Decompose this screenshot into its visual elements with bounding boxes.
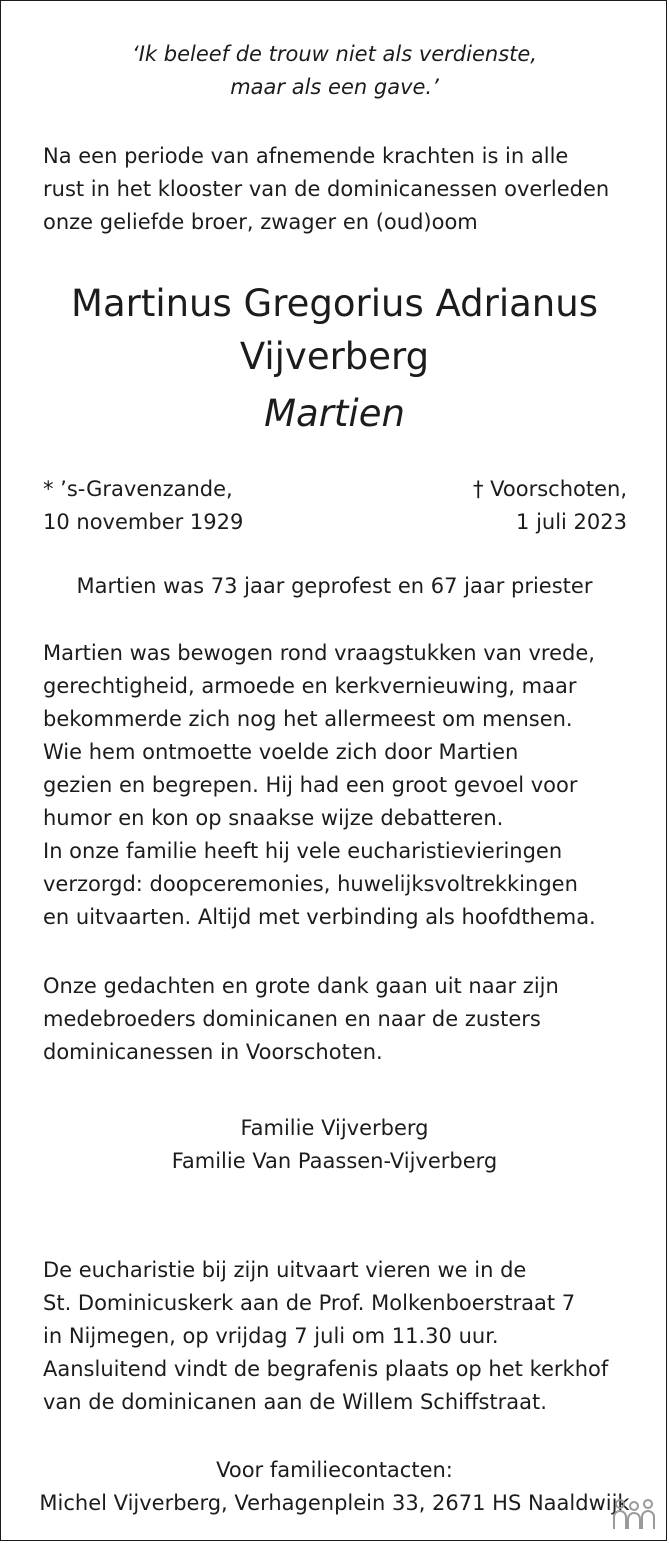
quote-line: maar als een gave.’ — [230, 75, 439, 99]
birth-place: * ’s-Gravenzande, — [43, 477, 233, 501]
contact-block — [0, 1454, 669, 1520]
thanks-line: dominicanessen in Voorschoten. — [43, 1040, 383, 1064]
contact-heading: Voor familiecontacten: — [216, 1458, 453, 1482]
intro-line: Na een periode van afnemende krachten is in alle — [43, 144, 569, 168]
biography-paragraph — [43, 637, 643, 934]
intro-line: rust in het klooster van de dominicanessen overleden — [43, 177, 610, 201]
service-line: in Nijmegen, op vrijdag 7 juli om 11.30 uur. — [43, 1324, 499, 1348]
thanks-line: medebroeders dominicanen en naar de zusters — [43, 1007, 541, 1031]
intro-line: onze geliefde broer, zwager en (oud)oom — [43, 210, 478, 234]
biography-line: gerechtigheid, armoede en kerkvernieuwing, maar — [43, 674, 577, 698]
contact-address: Michel Vijverberg, Verhagenplein 33, 2671 HS Naaldwijk — [39, 1491, 630, 1515]
death-place: † Voorschoten, — [472, 477, 627, 501]
family-signature — [0, 1112, 669, 1178]
biography-line: In onze familie heeft hij vele eucharistievieringen — [43, 839, 563, 863]
full-name-line-2: Vijverberg — [239, 335, 430, 378]
biography-line: bekommerde zich nog het allermeest om mensen. — [43, 707, 573, 731]
biography-line: verzorgd: doopceremonies, huwelijksvoltrekkingen — [43, 872, 578, 896]
family-name: Familie Van Paassen-Vijverberg — [171, 1149, 498, 1173]
profession-line: Martien was 73 jaar geprofest en 67 jaar priester — [76, 574, 593, 598]
biography-line: humor en kon op snaakse wijze debatteren. — [43, 806, 504, 830]
full-name-line-1: Martinus Gregorius Adrianus — [71, 282, 598, 325]
family-people-icon — [611, 1497, 657, 1531]
biography-line: Martien was bewogen rond vraagstukken van vrede, — [43, 641, 595, 665]
death-date: 1 juli 2023 — [516, 510, 627, 534]
biography-line: Wie hem ontmoette voelde zich door Martien — [43, 740, 519, 764]
family-name: Familie Vijverberg — [240, 1116, 429, 1140]
biography-line: gezien en begrepen. Hij had een groot gevoel voor — [43, 773, 578, 797]
thanks-paragraph — [43, 970, 643, 1069]
service-line: Aansluitend vindt de begrafenis plaats op het kerkhof — [43, 1357, 609, 1381]
service-line: De eucharistie bij zijn uitvaart vieren we in de — [43, 1258, 527, 1282]
birth-date: 10 november 1929 — [43, 510, 244, 534]
death-info — [473, 473, 627, 539]
biography-line: en uitvaarten. Altijd met verbinding als hoofdthema. — [43, 905, 596, 929]
intro-paragraph — [43, 140, 643, 239]
birth-info — [43, 473, 243, 539]
quote — [0, 38, 669, 104]
quote-line: ‘Ik beleef de trouw niet als verdienste, — [132, 42, 537, 66]
service-line: van de dominicanen aan de Willem Schiffstraat. — [43, 1390, 547, 1414]
thanks-line: Onze gedachten en grote dank gaan uit naar zijn — [43, 974, 559, 998]
service-paragraph — [43, 1254, 643, 1419]
service-line: St. Dominicuskerk aan de Prof. Molkenboerstraat 7 — [43, 1291, 576, 1315]
nickname: Martien — [264, 392, 405, 435]
